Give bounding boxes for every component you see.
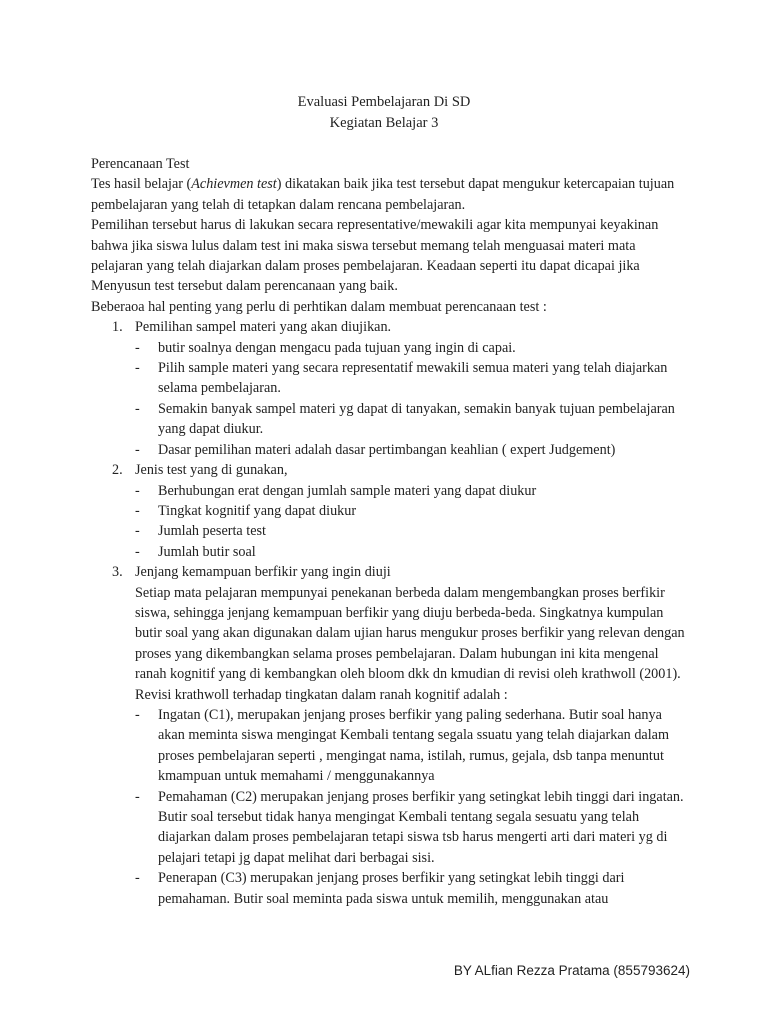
author-footer: BY ALfian Rezza Pratama (855793624)	[453, 963, 690, 978]
italic-term: Achievmen test	[191, 176, 277, 193]
intro-paragraph-3: Beberaoa hal penting yang perlu di perhtikan dalam membuat perencanaan test :	[91, 298, 547, 315]
dash-marker: -	[135, 543, 140, 560]
bullet-item: - Jumlah butir soal	[135, 542, 691, 562]
dash-marker: -	[135, 441, 140, 458]
dash-marker: -	[135, 502, 140, 519]
item-label: Pemilihan sampel materi yang akan diujikan.	[135, 319, 392, 336]
item-number: 1.	[112, 319, 123, 336]
intro-paragraph-2: Pemilihan tersebut harus di lakukan secara representative/mewakili agar kita mempunyai keyakinan bahwa jika siswa lulus dalam test ini maka siswa tersebut memang telah menguasai materi mata pelajaran yang telah diajarkan dalam proses pembelajaran. Keadaan seperti itu dapat dicapai jika Menyusun test tersebut dalam perencanaan yang baik.	[91, 217, 659, 295]
intro-paragraph-1: Tes hasil belajar (Achievmen test) dikatakan baik jika test tersebut dapat mengukur ketercapaian tujuan pembelajaran yang telah di tetapkan dalam rencana pembelajaran.	[91, 176, 675, 213]
bullet-item: - Semakin banyak sampel materi yg dapat di tanyakan, semakin banyak tujuan pembelajaran yang dapat diukur.	[135, 400, 675, 438]
item-number: 3.	[112, 564, 123, 581]
numbered-list	[91, 317, 691, 909]
list-item-2	[91, 460, 691, 562]
title-line-1: Evaluasi Pembelajaran Di SD	[297, 94, 471, 110]
bullet-item: - Jumlah peserta test	[135, 521, 691, 541]
bullet-item: - Berhubungan erat dengan jumlah sample materi yang dapat diukur	[135, 481, 691, 501]
bullet-item: - Dasar pemilihan materi adalah dasar pertimbangan keahlian ( expert Judgement)	[135, 440, 691, 460]
dash-marker: -	[135, 360, 140, 377]
bullet-list	[135, 338, 691, 460]
bullet-item: - butir soalnya dengan mengacu pada tujuan yang ingin di capai.	[135, 338, 691, 358]
title-line-2: Kegiatan Belajar 3	[329, 115, 439, 131]
bullet-list	[135, 705, 691, 909]
dash-marker: -	[135, 339, 140, 356]
bullet-item: - Tingkat kognitif yang dapat diukur	[135, 501, 691, 521]
bullet-list	[135, 481, 691, 563]
item-label: Jenjang kemampuan berfikir yang ingin diuji	[135, 564, 391, 581]
dash-marker: -	[135, 482, 140, 499]
bullet-item: - Penerapan (C3) merupakan jenjang proses berfikir yang setingkat lebih tinggi dari pemahaman. Butir soal meminta pada siswa untuk memilih, menggunakan atau	[135, 870, 625, 907]
item-paragraph: Setiap mata pelajaran mempunyai penekanan berbeda dalam mengembangkan proses berfikir siswa, sehingga jenjang kemampuan berfikir yang diuju berbeda-beda. Singkatnya kumpulan butir soal yang akan digunakan dalam ujian harus mengukur proses berfikir yang relevan dengan proses yang dikembangkan selama proses pembelajaran. Dalam hubungan ini kita mengenal ranah kognitif yang di kembangkan oleh bloom dkk dn kmudian di revisi oleh krathwoll (2001). Revisi krathwoll terhadap tingkatan dalam ranah kognitif adalah :	[135, 584, 685, 703]
dash-marker: -	[135, 870, 140, 887]
item-number: 2.	[112, 462, 123, 479]
document-body	[91, 154, 691, 909]
document-title	[0, 92, 768, 134]
bullet-item: - Pilih sample materi yang secara representatif mewakili semua materi yang telah diajarkan selama pembelajaran.	[135, 360, 668, 397]
dash-marker: -	[135, 523, 140, 540]
bullet-item: - Pemahaman (C2) merupakan jenjang proses berfikir yang setingkat lebih tinggi dari ingatan. Butir soal tersebut tidak hanya mengingat Kembali tentang segala sesuatu yang telah diajarkan dalam proses pembelajaran tetapi siswa tsb harus mengerti arti dari materi yg di pelajari tetapi jg dapat melihat dari berbagai sisi.	[135, 788, 684, 866]
list-item-1	[91, 317, 691, 460]
item-label: Jenis test yang di gunakan,	[135, 462, 288, 479]
section-heading: Perencanaan Test	[91, 156, 190, 172]
list-item-3	[91, 562, 691, 909]
bullet-item: - Ingatan (C1), merupakan jenjang proses berfikir yang paling sederhana. Butir soal hanya akan meminta siswa mengingat Kembali tentang segala ssuatu yang telah diajarkan dalam proses pembelajaran seperti , mengingat nama, istilah, rumus, gejala, dsb tanpa menuntut kmampuan untuk memahami / menggunakannya	[135, 706, 669, 785]
dash-marker: -	[135, 788, 140, 805]
dash-marker: -	[135, 706, 140, 723]
dash-marker: -	[135, 400, 140, 417]
